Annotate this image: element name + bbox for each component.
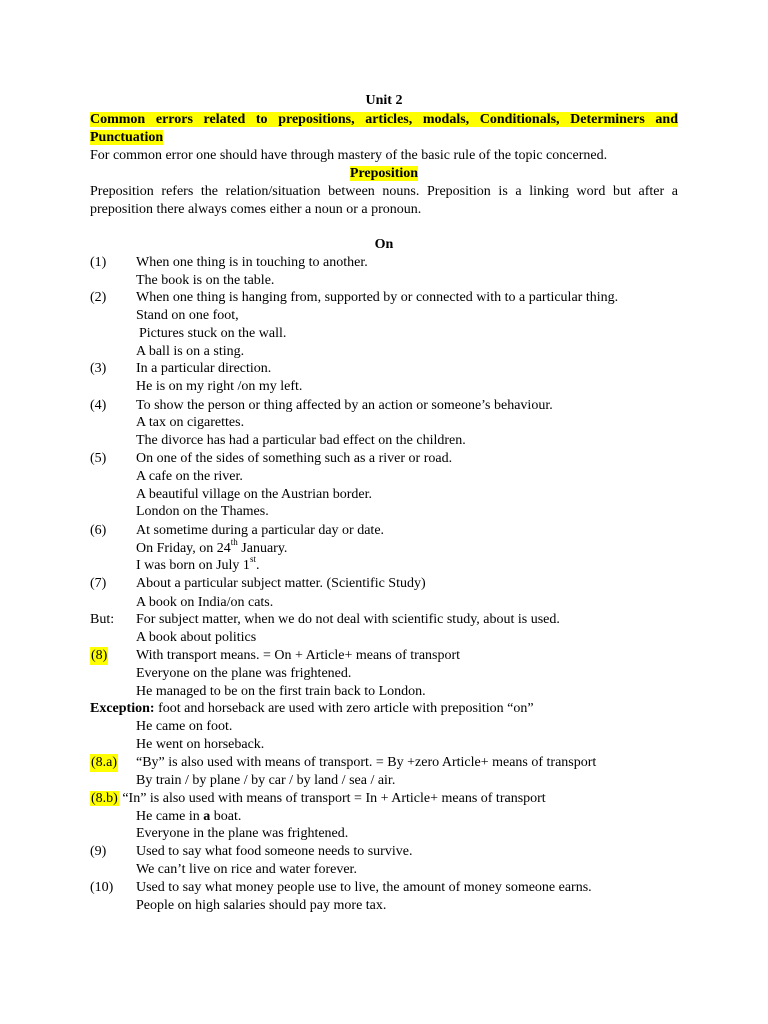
exception-example-1	[90, 718, 678, 736]
example-text: The book is on the table.	[136, 273, 275, 288]
example-text: Everyone on the plane was frightened.	[136, 666, 352, 681]
example-text: He is on my right /on my left.	[136, 379, 303, 394]
rule-2-example-2	[90, 325, 678, 343]
rule-text: “By” is also used with means of transport. = By +zero Article+ means of transport	[136, 755, 597, 770]
example-text: By train / by plane / by car / by land / sea / air.	[136, 773, 396, 788]
rule-7-example	[90, 594, 678, 612]
rule-4-example-2	[90, 432, 678, 450]
rule-3-example	[90, 378, 678, 396]
example-text: A ball is on a sting.	[136, 344, 245, 359]
rule-8	[90, 647, 678, 665]
section-on: On	[374, 237, 394, 252]
rule-text: When one thing is hanging from, supported by or connected with to a particular thing.	[136, 290, 619, 305]
rule-4-example-1	[90, 414, 678, 432]
example-bold: a	[203, 809, 211, 824]
rule-text: About a particular subject matter. (Scientific Study)	[136, 576, 426, 591]
rule-number-highlighted: (8.a)	[91, 755, 118, 770]
rule-number: (6)	[90, 523, 107, 538]
rule-8b-example-2	[90, 825, 678, 843]
rule-but	[90, 611, 678, 629]
rule-8-example-1	[90, 665, 678, 683]
example-text: A cafe on the river.	[136, 469, 243, 484]
rule-text: With transport means. = On + Article+ means of transport	[136, 648, 461, 663]
rule-5-example-3	[90, 503, 678, 521]
example-text: London on the Thames.	[136, 504, 269, 519]
unit-title: Unit 2	[365, 93, 403, 108]
ordinal-suffix: th	[230, 537, 238, 548]
rule-1-example	[90, 272, 678, 290]
rule-10-example	[90, 897, 678, 915]
section-preposition	[90, 165, 678, 183]
rule-number: But:	[90, 612, 115, 627]
definition-line-1: Preposition refers the relation/situation between nouns. Preposition is a linking word but after a	[90, 184, 678, 199]
rule-7	[90, 575, 678, 593]
example-part: .	[255, 558, 260, 573]
rule-8a	[90, 754, 678, 772]
rule-text: To show the person or thing affected by an action or someone’s behaviour.	[136, 398, 553, 413]
example-text: He managed to be on the first train back to London.	[136, 684, 426, 699]
example-text: A beautiful village on the Austrian border.	[136, 487, 373, 502]
rule-text: For subject matter, when we do not deal with scientific study, about is used.	[136, 612, 560, 627]
rule-number-highlighted: (8)	[91, 648, 108, 663]
definition-line-2: preposition there always comes either a noun or a pronoun.	[90, 202, 422, 217]
example-part: On Friday, on 24	[136, 541, 231, 556]
rule-10	[90, 879, 678, 897]
rule-number: (2)	[90, 290, 107, 305]
rule-8-example-2	[90, 683, 678, 701]
example-text: The divorce has had a particular bad effect on the children.	[136, 433, 466, 448]
exception-example-2	[90, 736, 678, 754]
example-text	[136, 537, 288, 558]
example-text: He went on horseback.	[136, 737, 265, 752]
rule-text: In a particular direction.	[136, 361, 272, 376]
rule-8a-example	[90, 772, 678, 790]
example-part: boat.	[210, 809, 242, 824]
rule-6	[90, 522, 678, 540]
rule-5-example-2	[90, 486, 678, 504]
rule-number: (4)	[90, 398, 107, 413]
heading-line-1	[90, 111, 678, 129]
rule-number: (7)	[90, 576, 107, 591]
rule-text: At sometime during a particular day or date.	[136, 523, 385, 538]
rule-2-example-1	[90, 307, 678, 325]
heading-highlight-2: Punctuation	[90, 130, 164, 145]
example-text	[136, 808, 241, 826]
example-part: January.	[237, 541, 288, 556]
rule-number: (3)	[90, 361, 107, 376]
rule-4	[90, 397, 678, 415]
rule-text: Used to say what money people use to live, the amount of money someone earns.	[136, 880, 592, 895]
example-text: He came on foot.	[136, 719, 233, 734]
rule-3	[90, 360, 678, 378]
example-text: We can’t live on rice and water forever.	[136, 862, 357, 877]
example-text: A book on India/on cats.	[136, 595, 274, 610]
rule-5-example-1	[90, 468, 678, 486]
rule-6-example-2	[90, 554, 678, 575]
example-text: Pictures stuck on the wall.	[139, 326, 287, 341]
rule-8b	[90, 790, 678, 808]
heading-highlight-1: Common errors related to prepositions, articles, modals, Conditionals, Determiners and	[90, 112, 678, 127]
rule-but-example	[90, 629, 678, 647]
rule-number: (9)	[90, 844, 107, 859]
example-text: A book about politics	[136, 630, 257, 645]
rule-text: Used to say what food someone needs to survive.	[136, 844, 413, 859]
preposition-highlight: Preposition	[349, 166, 419, 181]
rule-text: On one of the sides of something such as a river or road.	[136, 451, 453, 466]
intro-text: For common error one should have through mastery of the basic rule of the topic concerned.	[90, 148, 608, 163]
exception-text: foot and horseback are used with zero article with preposition “on”	[154, 701, 534, 716]
rule-9	[90, 843, 678, 861]
exception-label: Exception:	[90, 701, 155, 716]
example-text: A tax on cigarettes.	[136, 415, 245, 430]
rule-6-example-1	[90, 537, 678, 558]
rule-2	[90, 289, 678, 307]
rule-2-example-3	[90, 343, 678, 361]
rule-text: When one thing is in touching to another.	[136, 255, 368, 270]
rule-1	[90, 254, 678, 272]
example-part: He came in	[136, 809, 204, 824]
rule-number: (10)	[90, 880, 114, 895]
heading-line-2	[90, 129, 678, 147]
example-text: Everyone in the plane was frightened.	[136, 826, 349, 841]
ordinal-suffix: st	[249, 554, 256, 565]
example-text: People on high salaries should pay more tax.	[136, 898, 387, 913]
rule-9-example	[90, 861, 678, 879]
rule-5	[90, 450, 678, 468]
rule-number-highlighted: (8.b)	[91, 791, 118, 806]
rule-8b-example-1	[90, 808, 678, 826]
rule-text: “In” is also used with means of transport = In + Article+ means of transport	[118, 791, 546, 806]
exception	[90, 700, 678, 718]
example-text	[136, 554, 260, 575]
example-text: Stand on one foot,	[136, 308, 239, 323]
example-part: I was born on July 1	[136, 558, 250, 573]
rule-number: (1)	[90, 255, 107, 270]
rule-number: (5)	[90, 451, 107, 466]
